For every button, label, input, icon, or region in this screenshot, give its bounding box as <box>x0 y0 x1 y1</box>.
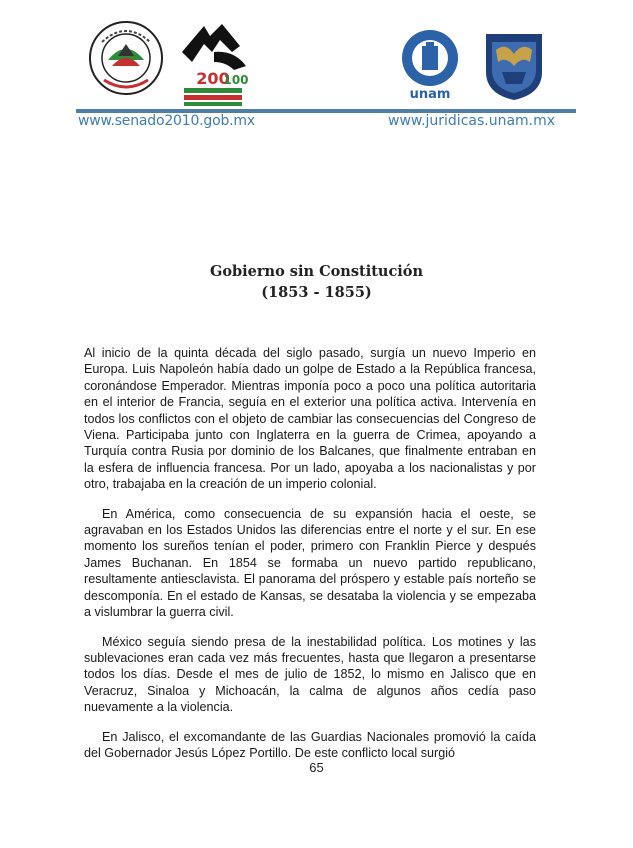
page-number: 65 <box>309 760 324 775</box>
svg-text:unam: unam <box>409 87 451 102</box>
paragraph: México seguía siendo presa de la inestabilidad política. Los motines y las sublevaciones eran cada vez más frecuentes, hasta que llegaron a presentarse todos los días. Desde el mes de julio de 1852, lo mismo en Jalisco que en Veracruz, Sinaloa y Michoacán, la calma de algunos años cedía paso nuevamente a la violencia. <box>84 634 536 715</box>
paragraph: Al inicio de la quinta década del siglo pasado, surgía un nuevo Imperio en Europa. Luis Napoleón había dado un golpe de Estado a la República francesa, coronándose Emperador. Mientras imponía poco a poco una política autoritaria en el interior de Francia, seguía en el exterior una política activa. Intervenía en todos los conflictos con el objeto de cambiar las consecuencias del Congreso de Viena. Participaba junto con Inglaterra en la guerra de Crimea, apoyando a Turquía contra Rusia por dominio de los Balcanes, que finalmente entraban en la esfera de influencia francesa. Por un lado, apoyaba a los nacionalistas y por otro, trabajaba en la creación de un imperio colonial. <box>84 346 536 492</box>
document-title: Gobierno sin Constitución <box>209 263 423 280</box>
document-title-dates: (1853 - 1855) <box>261 284 372 301</box>
paragraph: En América, como consecuencia de su expansión hacia el oeste, se agravaban en los Estados Unidos las diferencias entre el norte y el sur. En ese momento los sureños tenían el poder, primero con Franklin Pierce y después James Buchanan. En 1854 se formaba un nuevo partido republicano, resultamente antiesclavista. El panorama del próspero y estable país norteño se descomponía. En el estado de Kansas, se desataba la violencia y se empezaba a vislumbrar la guerra civil. <box>84 506 536 620</box>
unam-shield-logo <box>482 28 546 102</box>
svg-text:200: 200 <box>196 69 230 88</box>
senado-url[interactable]: www.senado2010.gob.mx <box>78 113 255 129</box>
body-text <box>84 345 536 774</box>
senado-seal-logo <box>88 20 164 96</box>
svg-text:100: 100 <box>223 73 249 87</box>
iij-logo <box>400 28 460 102</box>
bicentenario-centenario-logo <box>174 22 252 110</box>
juridicas-url[interactable]: www.juridicas.unam.mx <box>388 113 556 129</box>
paragraph: En Jalisco, el excomandante de las Guardias Nacionales promovió la caída del Gobernador Jesús López Portillo. De este conflicto local surgió <box>84 729 536 760</box>
